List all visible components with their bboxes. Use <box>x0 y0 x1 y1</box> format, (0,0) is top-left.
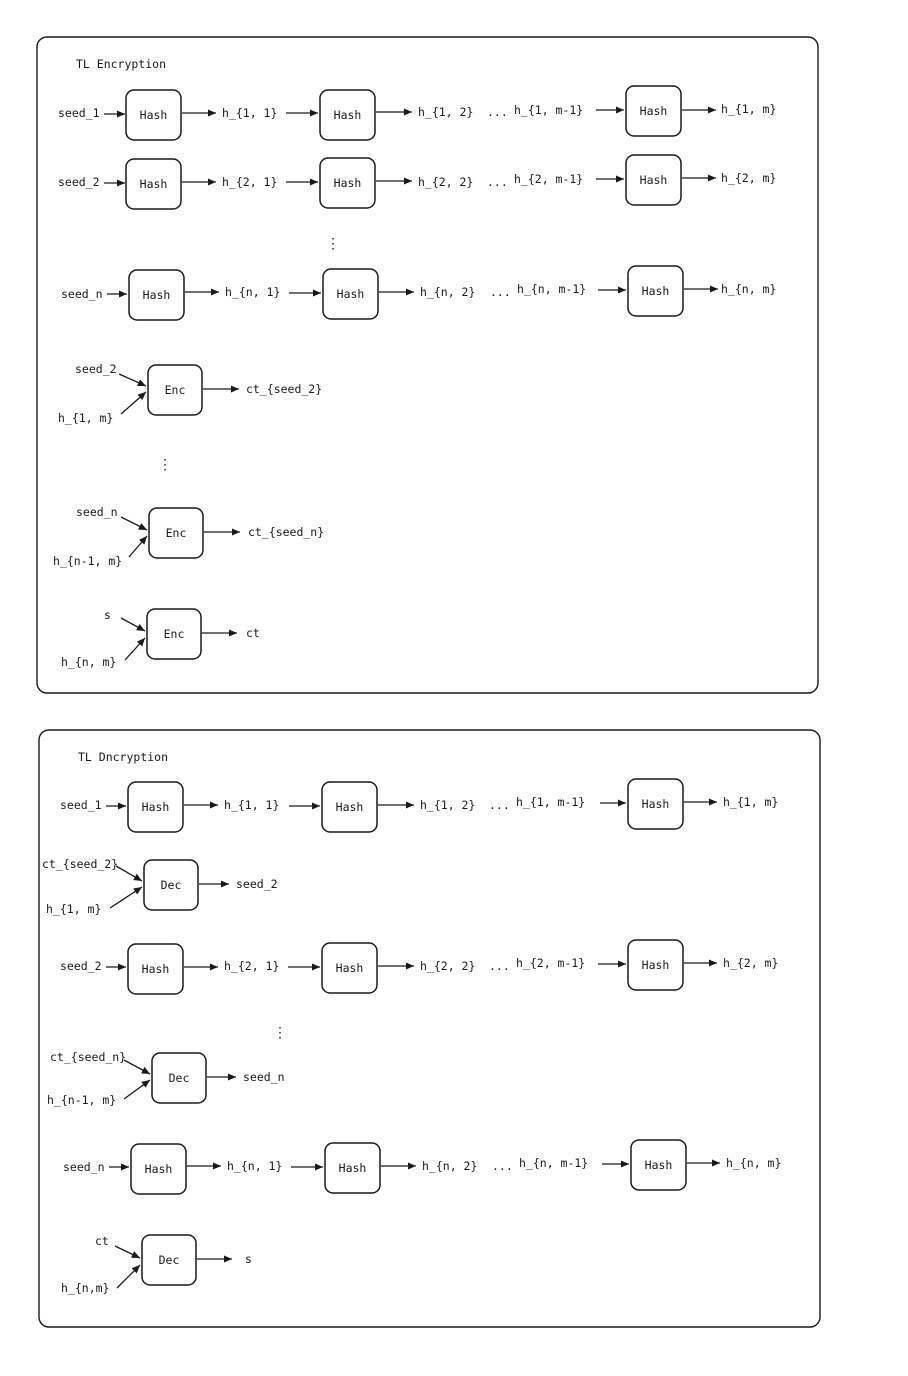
dec-chain-1-out1: h_{1, 1} <box>224 798 280 812</box>
enc-chain-n-ellipsis: ... <box>490 285 511 299</box>
enc-chain-n-hash-2-label: Hash <box>336 287 365 301</box>
enc-chain-n-hash-1-label: Hash <box>142 288 171 302</box>
enc-op-1 <box>58 362 322 425</box>
dec-chain-n-pre: h_{n, m-1} <box>519 1156 589 1170</box>
enc-hash-chain-2 <box>58 155 776 209</box>
enc-op-2-in2: h_{n-1, m} <box>53 554 123 568</box>
dec-chain-2-pre: h_{2, m-1} <box>516 956 586 970</box>
dec-chain-2-ellipsis: ... <box>489 959 510 973</box>
enc-op-1-box-label: Enc <box>164 383 186 397</box>
dec-chain-1-hash-1-label: Hash <box>141 800 170 814</box>
enc-op-1-in2: h_{1, m} <box>58 411 114 425</box>
dec-hash-chain-1 <box>60 779 778 832</box>
enc-op-2-in1: seed_n <box>76 505 118 519</box>
dec-chain-2-out1: h_{2, 1} <box>224 959 280 973</box>
enc-chain-2-out: h_{2, m} <box>721 171 777 185</box>
dec-hash-chain-2 <box>60 940 778 994</box>
dec-chain-1-ellipsis: ... <box>489 798 510 812</box>
dec-vdots-1: ⋮ <box>273 1025 287 1041</box>
enc-op-3-out: ct <box>246 626 260 640</box>
enc-vdots-1: ⋮ <box>326 236 340 252</box>
dec-op-2-box-label: Dec <box>168 1071 190 1085</box>
enc-chain-1-ellipsis: ... <box>487 105 508 119</box>
dec-chain-n-hash-1-label: Hash <box>144 1162 173 1176</box>
enc-chain-n-hash-3-label: Hash <box>641 284 670 298</box>
dec-chain-n-out2: h_{n, 2} <box>422 1159 478 1173</box>
dec-chain-n-ellipsis: ... <box>492 1159 513 1173</box>
enc-chain-n-pre: h_{n, m-1} <box>517 282 587 296</box>
enc-chain-n-out2: h_{n, 2} <box>420 285 476 299</box>
enc-op-3-in1: s <box>104 608 111 622</box>
dec-chain-2-out2: h_{2, 2} <box>420 959 476 973</box>
enc-chain-2-pre: h_{2, m-1} <box>514 172 584 186</box>
dec-op-1-in1: ct_{seed_2} <box>42 857 119 871</box>
dec-hash-chain-n <box>63 1140 781 1194</box>
encryption-panel <box>37 37 818 693</box>
enc-op-2-out: ct_{seed_n} <box>248 525 325 539</box>
enc-chain-n-out: h_{n, m} <box>721 282 777 296</box>
decryption-panel <box>39 730 820 1327</box>
enc-hash-chain-n <box>61 266 776 320</box>
enc-op-3-in2: h_{n, m} <box>61 655 117 669</box>
dec-op-3-in2: h_{n,m} <box>61 1281 110 1295</box>
dec-chain-2-seed: seed_2 <box>60 959 102 973</box>
dec-chain-2-out: h_{2, m} <box>723 956 779 970</box>
enc-chain-1-hash-1-label: Hash <box>139 108 168 122</box>
dec-op-1-in2: h_{1, m} <box>46 902 102 916</box>
enc-chain-2-hash-2-label: Hash <box>333 176 362 190</box>
enc-op-1-out: ct_{seed_2} <box>246 382 323 396</box>
enc-op-2 <box>53 505 324 568</box>
dec-chain-1-hash-2-label: Hash <box>335 800 364 814</box>
dec-op-3-in1: ct <box>95 1234 109 1248</box>
dec-op-1-out: seed_2 <box>236 877 278 891</box>
dec-chain-n-out: h_{n, m} <box>726 1156 782 1170</box>
dec-chain-1-pre: h_{1, m-1} <box>516 795 586 809</box>
dec-chain-1-out2: h_{1, 2} <box>420 798 476 812</box>
dec-op-3-box-label: Dec <box>158 1253 180 1267</box>
dec-chain-2-hash-2-label: Hash <box>335 961 364 975</box>
enc-chain-n-out1: h_{n, 1} <box>225 285 281 299</box>
enc-chain-2-seed: seed_2 <box>58 175 100 189</box>
enc-chain-1-out1: h_{1, 1} <box>222 106 278 120</box>
dec-op-2-in2: h_{n-1, m} <box>47 1093 117 1107</box>
enc-chain-1-hash-2-label: Hash <box>333 108 362 122</box>
enc-chain-2-ellipsis: ... <box>487 175 508 189</box>
dec-op-2-in1: ct_{seed_n} <box>50 1050 127 1064</box>
dec-chain-n-seed: seed_n <box>63 1160 105 1174</box>
dec-chain-n-hash-3-label: Hash <box>644 1158 673 1172</box>
enc-op-3-box-label: Enc <box>163 627 185 641</box>
dec-chain-1-out: h_{1, m} <box>723 795 779 809</box>
dec-chain-n-hash-2-label: Hash <box>338 1161 367 1175</box>
enc-op-1-in1: seed_2 <box>75 362 117 376</box>
dec-op-1-box-label: Dec <box>160 878 182 892</box>
enc-op-3 <box>61 608 260 669</box>
enc-chain-1-seed: seed_1 <box>58 106 100 120</box>
enc-chain-2-out2: h_{2, 2} <box>418 175 474 189</box>
decryption-title: TL Dncryption <box>78 750 169 764</box>
dec-chain-2-hash-3-label: Hash <box>641 958 670 972</box>
encryption-title: TL Encryption <box>76 57 167 71</box>
enc-chain-n-seed: seed_n <box>61 287 103 301</box>
dec-chain-1-seed: seed_1 <box>60 798 102 812</box>
enc-vdots-2: ⋮ <box>158 457 172 473</box>
enc-op-2-box-label: Enc <box>165 526 187 540</box>
dec-op-2-out: seed_n <box>243 1070 285 1084</box>
dec-op-3 <box>61 1234 252 1295</box>
enc-chain-1-pre: h_{1, m-1} <box>514 103 584 117</box>
dec-chain-1-hash-3-label: Hash <box>641 797 670 811</box>
enc-hash-chain-1 <box>58 86 776 140</box>
enc-chain-2-out1: h_{2, 1} <box>222 175 278 189</box>
dec-chain-2-hash-1-label: Hash <box>141 962 170 976</box>
dec-op-3-out: s <box>245 1252 252 1266</box>
enc-chain-2-hash-3-label: Hash <box>639 173 668 187</box>
enc-chain-1-out: h_{1, m} <box>721 102 777 116</box>
enc-chain-2-hash-1-label: Hash <box>139 177 168 191</box>
dec-chain-n-out1: h_{n, 1} <box>227 1159 283 1173</box>
dec-op-2 <box>47 1050 285 1107</box>
enc-chain-1-hash-3-label: Hash <box>639 104 668 118</box>
dec-op-1 <box>42 857 278 916</box>
enc-chain-1-out2: h_{1, 2} <box>418 105 474 119</box>
